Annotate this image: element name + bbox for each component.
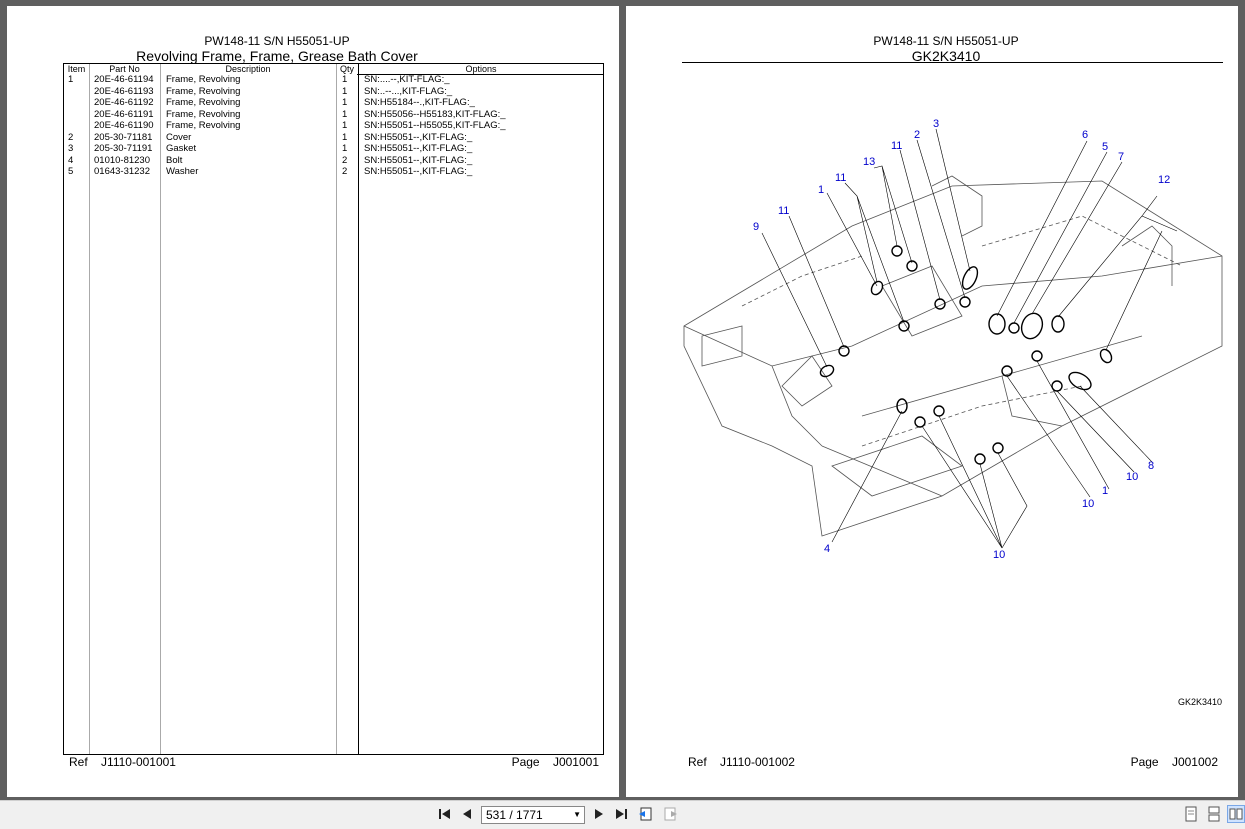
page-label: Page: [1130, 755, 1159, 769]
cell-qty: 1: [342, 131, 348, 143]
parts-table: [63, 63, 604, 755]
table-row: [64, 132, 603, 144]
go-back-icon[interactable]: [637, 805, 655, 823]
page-footer: [512, 755, 599, 769]
cell-desc: Washer: [166, 166, 199, 177]
exploded-parts-diagram: [682, 86, 1223, 566]
cell-qty: 1: [342, 143, 348, 154]
callout-label: 7: [1118, 151, 1125, 163]
chevron-down-icon: ▼: [573, 810, 581, 819]
page-subtitle: GK2K3410: [911, 48, 981, 64]
col-header-part: Part No: [109, 64, 140, 74]
cell-item: 3: [68, 143, 74, 154]
table-row: [64, 166, 603, 178]
callout-label: 11: [891, 140, 903, 152]
callout-label: 10: [1082, 498, 1095, 510]
cell-part: 20E-46-61192: [94, 97, 154, 108]
table-row: [64, 109, 603, 121]
cell-item: 5: [68, 166, 74, 177]
col-header-qty: Qty: [339, 64, 354, 74]
page-title: PW148-11 S/N H55051-UP: [873, 34, 1019, 48]
ref-footer: [69, 755, 176, 769]
ref-label: Ref: [688, 755, 707, 769]
first-page-icon[interactable]: [436, 805, 454, 823]
title-rule: [682, 62, 1223, 63]
continuous-icon[interactable]: [1205, 805, 1223, 823]
cell-part: 01643-31232: [94, 166, 150, 177]
cell-part: 01010-81230: [94, 154, 150, 166]
col-header-options: Options: [465, 64, 497, 74]
col-header-item: Item: [67, 64, 86, 74]
cell-desc: Cover: [166, 131, 192, 143]
cell-part: 20E-46-61193: [94, 85, 154, 97]
page-subtitle: Revolving Frame, Frame, Grease Bath Cover: [136, 48, 418, 64]
page-value: J001001: [552, 755, 599, 769]
callout-label: 12: [1158, 174, 1171, 186]
page-label: Page: [511, 755, 540, 769]
page-title: PW148-11 S/N H55051-UP: [204, 34, 350, 48]
cell-opt: SN:..--...,KIT-FLAG:_: [364, 85, 453, 97]
go-forward-icon[interactable]: [661, 805, 679, 823]
callout-label: 10: [993, 549, 1006, 561]
single-page-icon[interactable]: [1182, 805, 1200, 823]
cell-opt: SN:H55051--,KIT-FLAG:_: [364, 166, 473, 177]
cell-item: 4: [68, 154, 74, 166]
cell-opt: SN:H55184--.,KIT-FLAG:_: [364, 97, 475, 108]
cell-desc: Bolt: [166, 154, 183, 166]
viewer-toolbar: [0, 800, 1245, 829]
callout-label: 13: [863, 156, 876, 168]
cell-qty: 2: [342, 166, 348, 177]
diagram-code: GK2K3410: [1177, 697, 1222, 707]
left-page: [7, 6, 619, 797]
cell-qty: 2: [342, 154, 348, 166]
ref-footer: [688, 755, 795, 769]
cell-desc: Frame, Revolving: [166, 108, 241, 120]
cell-desc: Gasket: [166, 143, 197, 154]
cell-qty: 1: [342, 120, 348, 131]
ref-value: J1110-001002: [720, 755, 795, 769]
cell-part: 205-30-71181: [94, 131, 153, 143]
page-footer: [1131, 755, 1218, 769]
cell-qty: 1: [342, 85, 348, 97]
cell-opt: SN:H55051--,KIT-FLAG:_: [364, 131, 473, 143]
callout-label: 3: [933, 118, 940, 130]
cell-part: 20E-46-61190: [94, 120, 154, 131]
callout-label: 11: [835, 172, 847, 184]
two-page-icon[interactable]: [1227, 805, 1245, 823]
cell-desc: Frame, Revolving: [166, 85, 241, 97]
prev-page-icon[interactable]: [458, 805, 476, 823]
right-page: [626, 6, 1238, 797]
callout-label: 11: [778, 205, 790, 217]
cell-part: 205-30-71191: [94, 143, 153, 154]
callout-label: 4: [824, 543, 831, 555]
page-indicator: 531 / 1771: [486, 808, 543, 822]
cell-opt: SN:H55056--H55183,KIT-FLAG:_: [364, 108, 506, 120]
callout-label: 1: [818, 184, 825, 196]
callout-label: 6: [1082, 129, 1089, 141]
cell-opt: SN:H55051--,KIT-FLAG:_: [364, 143, 473, 154]
table-row: [64, 74, 603, 86]
callout-label: 5: [1102, 141, 1109, 153]
callout-label: 9: [753, 221, 760, 233]
page-number-select[interactable]: [481, 806, 585, 824]
ref-label: Ref: [69, 755, 88, 769]
cell-part: 20E-46-61191: [94, 108, 154, 120]
cell-qty: 1: [342, 97, 348, 108]
col-header-desc: Description: [225, 64, 271, 74]
cell-opt: SN:....--,KIT-FLAG:_: [364, 74, 450, 85]
cell-part: 20E-46-61194: [94, 74, 154, 85]
table-row: [64, 120, 603, 132]
table-row: [64, 143, 603, 155]
cell-qty: 1: [342, 74, 348, 85]
callout-label: 10: [1126, 471, 1139, 483]
callout-label: 1: [1102, 485, 1109, 497]
page-value: J001002: [1171, 755, 1218, 769]
next-page-icon[interactable]: [590, 805, 608, 823]
cell-desc: Frame, Revolving: [166, 97, 241, 108]
cell-opt: SN:H55051--,KIT-FLAG:_: [364, 154, 473, 166]
cell-qty: 1: [342, 108, 348, 120]
cell-item: 1: [68, 74, 74, 85]
callout-label: 8: [1148, 460, 1155, 472]
table-row: [64, 86, 603, 98]
table-row: [64, 97, 603, 109]
cell-desc: Frame, Revolving: [166, 120, 241, 131]
ref-value: J1110-001001: [101, 755, 176, 769]
table-row: [64, 155, 603, 167]
cell-item: 2: [68, 131, 74, 143]
cell-desc: Frame, Revolving: [166, 74, 241, 85]
last-page-icon[interactable]: [612, 805, 630, 823]
callout-label: 2: [914, 129, 921, 141]
cell-opt: SN:H55051--H55055,KIT-FLAG:_: [364, 120, 506, 131]
